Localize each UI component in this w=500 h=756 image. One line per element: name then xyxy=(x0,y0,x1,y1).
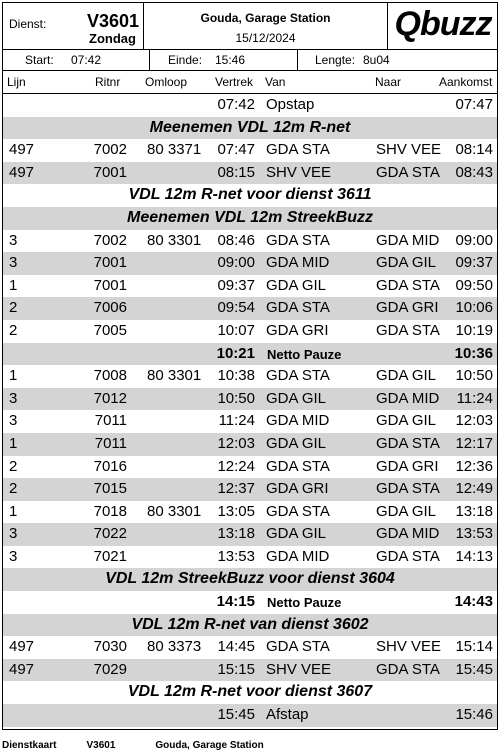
cell-vertrek: 12:03 xyxy=(217,434,255,452)
cell-lijn: 2 xyxy=(9,321,18,339)
cell-aankomst: 09:50 xyxy=(455,276,493,294)
cell-ritnr: 7018 xyxy=(93,502,127,520)
section-header: VDL 12m R-net voor dienst 3607 xyxy=(3,681,497,704)
cell-lijn: 497 xyxy=(9,163,35,181)
cell-aankomst: 15:45 xyxy=(455,660,493,678)
cell-naar: GDA MID xyxy=(376,525,440,543)
cell-van: GDA STA xyxy=(266,299,330,317)
col-omloop: Omloop xyxy=(145,75,188,89)
dienst-code: V3601 xyxy=(87,11,140,31)
cell-van: SHV VEE xyxy=(266,660,332,678)
cell-vertrek: 13:53 xyxy=(217,547,255,565)
cell-ritnr: 7001 xyxy=(93,276,127,294)
cell-aankomst: 11:24 xyxy=(456,389,493,407)
cell-vertrek: 09:54 xyxy=(217,299,255,317)
table-row xyxy=(3,230,497,253)
day-label: Zondag xyxy=(89,31,136,46)
cell-vertrek: 14:45 xyxy=(217,638,255,656)
cell-lijn: 497 xyxy=(9,141,35,159)
table-row xyxy=(3,433,497,456)
cell-ritnr: 7002 xyxy=(93,141,127,159)
cell-ritnr: 7005 xyxy=(93,321,127,339)
footer-code: V3601 xyxy=(86,740,116,751)
table-row xyxy=(3,410,497,433)
table-row xyxy=(3,320,497,343)
col-van: Van xyxy=(265,75,286,89)
start-value: 07:42 xyxy=(71,53,102,67)
cell-ritnr: 7022 xyxy=(93,525,127,543)
cell-naar: GDA MID xyxy=(376,231,440,249)
table-row xyxy=(3,704,497,727)
cell-lijn: 2 xyxy=(9,299,18,317)
duty-card xyxy=(2,2,498,730)
cell-omloop: 80 3301 xyxy=(147,367,202,385)
cell-lijn: 1 xyxy=(9,502,18,520)
qbuzz-logo: Qbuzz xyxy=(394,5,492,43)
pause-row xyxy=(3,591,497,614)
card-header xyxy=(3,3,497,50)
cell-aankomst: 12:36 xyxy=(455,457,493,475)
info-divider xyxy=(297,50,298,70)
table-row xyxy=(3,388,497,411)
cell-naar: GDA STA xyxy=(376,434,440,452)
table-row xyxy=(3,297,497,320)
info-divider xyxy=(149,50,150,70)
cell-lijn: 3 xyxy=(9,525,18,543)
cell-van: SHV VEE xyxy=(266,163,332,181)
cell-aankomst: 15:46 xyxy=(455,706,493,724)
section-header: VDL 12m R-net van dienst 3602 xyxy=(3,614,497,637)
section-header: VDL 12m R-net voor dienst 3611 xyxy=(3,184,497,207)
footer-label: Dienstkaart xyxy=(2,740,57,751)
cell-naar: GDA GIL xyxy=(376,254,437,272)
col-aankomst: Aankomst xyxy=(439,75,493,89)
cell-van: GDA STA xyxy=(266,457,330,475)
cell-ritnr: 7012 xyxy=(93,389,127,407)
col-naar: Naar xyxy=(375,75,402,89)
cell-aankomst: 07:47 xyxy=(455,96,493,113)
pause-end: 14:43 xyxy=(454,593,493,611)
pause-label: Netto Pauze xyxy=(267,595,342,611)
cell-van: GDA GIL xyxy=(266,434,327,452)
pause-label: Netto Pauze xyxy=(267,346,342,362)
cell-van: Afstap xyxy=(266,706,309,724)
table-row xyxy=(3,252,497,275)
cell-aankomst: 09:37 xyxy=(455,254,493,272)
cell-ritnr: 7011 xyxy=(94,412,127,430)
cell-vertrek: 07:42 xyxy=(217,96,255,113)
table-row xyxy=(3,501,497,524)
cell-lijn: 3 xyxy=(9,389,18,407)
cell-vertrek: 09:00 xyxy=(217,254,255,272)
cell-naar: GDA GIL xyxy=(376,412,437,430)
table-row xyxy=(3,546,497,569)
col-lijn: Lijn xyxy=(7,75,26,89)
cell-van: GDA STA xyxy=(266,231,330,249)
cell-van: GDA GRI xyxy=(266,321,329,339)
cell-van: GDA STA xyxy=(266,141,330,159)
cell-lijn: 497 xyxy=(9,638,35,656)
cell-lijn: 3 xyxy=(9,412,18,430)
cell-naar: GDA STA xyxy=(376,660,440,678)
cell-omloop: 80 3371 xyxy=(147,141,202,159)
cell-naar: GDA STA xyxy=(376,276,440,294)
footer xyxy=(2,740,294,751)
cell-van: GDA GRI xyxy=(266,480,329,498)
footer-station: Gouda, Garage Station xyxy=(155,740,264,751)
cell-vertrek: 08:15 xyxy=(217,163,255,181)
table-row xyxy=(3,365,497,388)
cell-ritnr: 7029 xyxy=(93,660,127,678)
cell-van: GDA MID xyxy=(266,547,330,565)
table-row xyxy=(3,94,497,117)
cell-naar: GDA GIL xyxy=(376,367,437,385)
table-row xyxy=(3,636,497,659)
table-row xyxy=(3,162,497,185)
cell-vertrek: 07:47 xyxy=(217,141,255,159)
pause-end: 10:36 xyxy=(454,344,493,362)
cell-naar: GDA STA xyxy=(376,163,440,181)
table-row xyxy=(3,275,497,298)
cell-aankomst: 14:13 xyxy=(455,547,493,565)
cell-van: GDA GIL xyxy=(266,276,327,294)
cell-van: GDA STA xyxy=(266,502,330,520)
start-label: Start: xyxy=(25,53,54,67)
cell-lijn: 1 xyxy=(9,434,18,452)
pause-start: 14:15 xyxy=(216,593,255,611)
table-row xyxy=(3,659,497,682)
cell-aankomst: 10:19 xyxy=(455,321,493,339)
cell-vertrek: 12:24 xyxy=(217,457,255,475)
cell-vertrek: 13:18 xyxy=(217,525,255,543)
cell-ritnr: 7001 xyxy=(93,163,127,181)
cell-van: GDA MID xyxy=(266,254,330,272)
cell-aankomst: 12:17 xyxy=(455,434,493,452)
table-row xyxy=(3,456,497,479)
cell-naar: GDA GRI xyxy=(376,299,439,317)
table-row xyxy=(3,139,497,162)
cell-vertrek: 15:45 xyxy=(217,706,255,724)
einde-value: 15:46 xyxy=(215,53,246,67)
cell-vertrek: 15:15 xyxy=(217,660,255,678)
cell-omloop: 80 3301 xyxy=(147,502,202,520)
einde-label: Einde: xyxy=(168,53,203,67)
cell-aankomst: 09:00 xyxy=(455,231,493,249)
cell-omloop: 80 3301 xyxy=(147,231,202,249)
cell-ritnr: 7008 xyxy=(93,367,127,385)
cell-aankomst: 10:06 xyxy=(455,299,493,317)
cell-aankomst: 13:53 xyxy=(455,525,493,543)
cell-ritnr: 7021 xyxy=(93,547,127,565)
cell-naar: GDA STA xyxy=(376,321,440,339)
trip-table xyxy=(3,94,497,727)
cell-vertrek: 11:24 xyxy=(218,412,255,430)
cell-aankomst: 12:03 xyxy=(455,412,493,430)
cell-van: GDA MID xyxy=(266,412,330,430)
cell-naar: SHV VEE xyxy=(376,141,442,159)
header-divider xyxy=(387,3,388,49)
cell-vertrek: 08:46 xyxy=(217,231,255,249)
cell-lijn: 3 xyxy=(9,254,18,272)
cell-ritnr: 7011 xyxy=(94,434,127,452)
cell-aankomst: 13:18 xyxy=(455,502,493,520)
cell-vertrek: 09:37 xyxy=(217,276,255,294)
cell-naar: SHV VEE xyxy=(376,638,442,656)
cell-aankomst: 15:14 xyxy=(455,638,493,656)
cell-vertrek: 10:50 xyxy=(217,389,255,407)
cell-vertrek: 12:37 xyxy=(217,480,255,498)
cell-ritnr: 7006 xyxy=(93,299,127,317)
cell-vertrek: 10:38 xyxy=(217,367,255,385)
col-ritnr: Ritnr xyxy=(95,75,121,89)
cell-van: GDA GIL xyxy=(266,525,327,543)
cell-vertrek: 13:05 xyxy=(217,502,255,520)
section-header: Meenemen VDL 12m StreekBuzz xyxy=(3,207,497,230)
duty-info-bar xyxy=(3,50,497,71)
service-date: 15/12/2024 xyxy=(235,31,296,45)
cell-ritnr: 7002 xyxy=(93,231,127,249)
cell-lijn: 3 xyxy=(9,547,18,565)
dienst-label: Dienst: xyxy=(9,17,47,31)
cell-lijn: 2 xyxy=(9,480,18,498)
lengte-value: 8u04 xyxy=(363,53,390,67)
cell-aankomst: 10:50 xyxy=(455,367,493,385)
cell-naar: GDA MID xyxy=(376,389,440,407)
section-header: Meenemen VDL 12m R-net xyxy=(3,117,497,140)
cell-vertrek: 10:07 xyxy=(217,321,255,339)
cell-aankomst: 08:43 xyxy=(455,163,493,181)
cell-naar: GDA GIL xyxy=(376,502,437,520)
cell-ritnr: 7001 xyxy=(93,254,127,272)
lengte-label: Lengte: xyxy=(315,53,356,67)
pause-start: 10:21 xyxy=(216,344,255,362)
station-name: Gouda, Garage Station xyxy=(200,11,331,25)
section-header: VDL 12m StreekBuzz voor dienst 3604 xyxy=(3,568,497,591)
cell-naar: GDA GRI xyxy=(376,457,439,475)
cell-lijn: 3 xyxy=(9,231,18,249)
table-row xyxy=(3,478,497,501)
cell-van: GDA STA xyxy=(266,367,330,385)
table-row xyxy=(3,523,497,546)
pause-row xyxy=(3,343,497,366)
cell-ritnr: 7030 xyxy=(93,638,127,656)
col-vertrek: Vertrek xyxy=(215,75,254,89)
cell-omloop: 80 3373 xyxy=(147,638,202,656)
cell-lijn: 1 xyxy=(9,367,18,385)
cell-naar: GDA STA xyxy=(376,480,440,498)
cell-aankomst: 12:49 xyxy=(455,480,493,498)
cell-aankomst: 08:14 xyxy=(455,141,493,159)
cell-ritnr: 7015 xyxy=(93,480,127,498)
cell-van: GDA GIL xyxy=(266,389,327,407)
cell-van: GDA STA xyxy=(266,638,330,656)
cell-ritnr: 7016 xyxy=(93,457,127,475)
cell-naar: GDA STA xyxy=(376,547,440,565)
cell-lijn: 1 xyxy=(9,276,18,294)
column-header xyxy=(3,71,497,94)
cell-lijn: 497 xyxy=(9,660,35,678)
cell-lijn: 2 xyxy=(9,457,18,475)
cell-van: Opstap xyxy=(266,96,315,113)
